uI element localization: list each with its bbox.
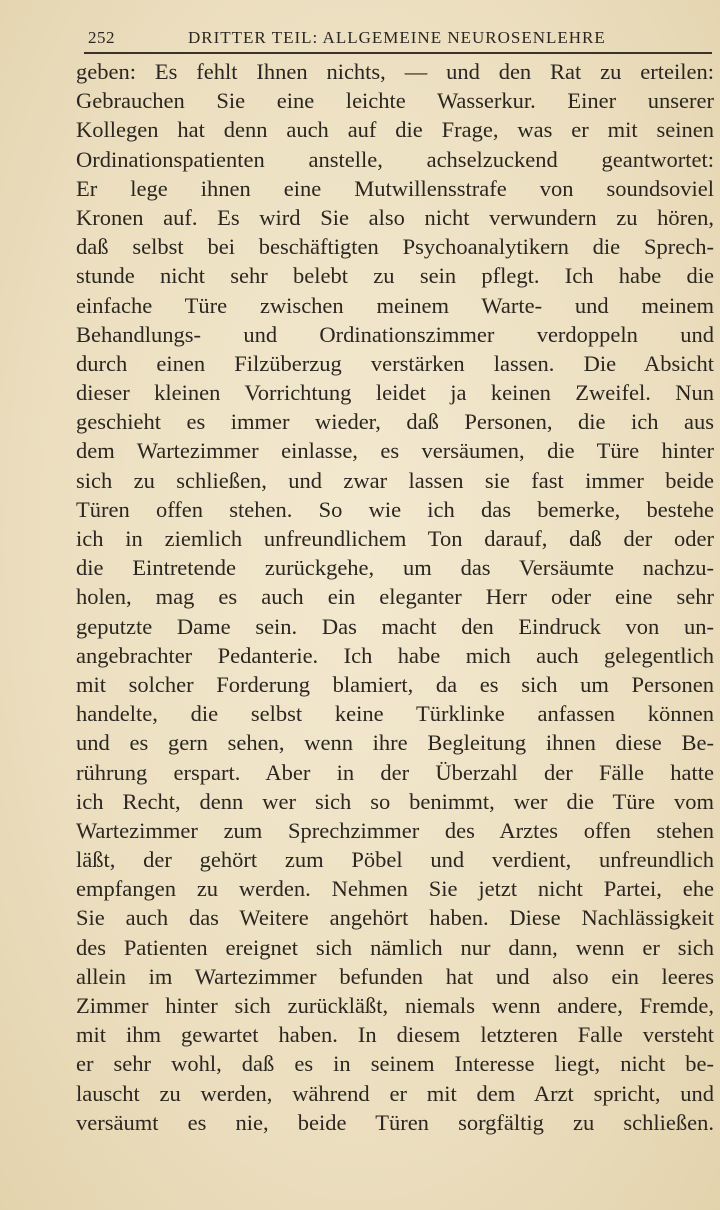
text-line: daß selbst bei beschäftigten Psychoanalytikern die Sprech- bbox=[76, 234, 714, 260]
text-line: versäumt es nie, beide Türen sorgfältig zu schließen. bbox=[76, 1109, 714, 1135]
text-line: und es gern sehen, wenn ihre Begleitung ihnen diese Be- bbox=[76, 730, 714, 756]
running-head bbox=[84, 26, 712, 54]
text-line: ich Recht, denn wer sich so benimmt, wer die Türe vom bbox=[76, 788, 714, 814]
text-line: dieser kleinen Vorrichtung leidet ja keinen Zweifel. Nun bbox=[76, 380, 714, 406]
text-line: läßt, der gehört zum Pöbel und verdient, unfreundlich bbox=[76, 847, 714, 873]
text-line: Kronen auf. Es wird Sie also nicht verwundern zu hören, bbox=[76, 204, 714, 230]
body-text bbox=[76, 57, 714, 1137]
text-line: Türen offen stehen. So wie ich das bemerke, bestehe bbox=[76, 496, 714, 522]
text-line: empfangen zu werden. Nehmen Sie jetzt nicht Partei, ehe bbox=[76, 876, 714, 902]
text-line: Ordinationspatienten anstelle, achselzuckend geantwortet: bbox=[76, 146, 714, 172]
text-line: sich zu schließen, und zwar lassen sie fast immer beide bbox=[76, 467, 714, 493]
text-line: Behandlungs- und Ordinationszimmer verdoppeln und bbox=[76, 321, 714, 347]
text-line: des Patienten ereignet sich nämlich nur dann, wenn er sich bbox=[76, 934, 714, 960]
text-line: Kollegen hat denn auch auf die Frage, was er mit seinen bbox=[76, 117, 714, 143]
text-line: rührung erspart. Aber in der Überzahl der Fälle hatte bbox=[76, 759, 714, 785]
text-line: allein im Wartezimmer befunden hat und also ein leeres bbox=[76, 963, 714, 989]
text-line: lauscht zu werden, während er mit dem Arzt spricht, und bbox=[76, 1080, 714, 1106]
text-line: mit ihm gewartet haben. In diesem letzteren Falle versteht bbox=[76, 1022, 714, 1048]
text-line: angebrachter Pedanterie. Ich habe mich auch gelegentlich bbox=[76, 642, 714, 668]
text-line: Gebrauchen Sie eine leichte Wasserkur. Einer unserer bbox=[76, 88, 714, 114]
text-line: mit solcher Forderung blamiert, da es sich um Personen bbox=[76, 671, 714, 697]
text-line: einfache Türe zwischen meinem Warte- und meinem bbox=[76, 292, 714, 318]
text-line: geben: Es fehlt Ihnen nichts, — und den Rat zu erteilen: bbox=[76, 59, 714, 84]
text-line: ich in ziemlich unfreundlichem Ton darauf, daß der oder bbox=[76, 526, 714, 551]
text-line: Zimmer hinter sich zurückläßt, niemals wenn andere, Fremde, bbox=[76, 993, 714, 1018]
text-line: Wartezimmer zum Sprechzimmer des Arztes offen stehen bbox=[76, 817, 714, 843]
text-line: stunde nicht sehr belebt zu sein pflegt. Ich habe die bbox=[76, 263, 714, 289]
text-line: holen, mag es auch ein eleganter Herr oder eine sehr bbox=[76, 584, 714, 610]
running-head-title: DRITTER TEIL: ALLGEMEINE NEUROSENLEHRE bbox=[188, 28, 606, 47]
text-line: geschieht es immer wieder, daß Personen, die ich aus bbox=[76, 409, 714, 435]
text-line: Er lege ihnen eine Mutwillensstrafe von soundsoviel bbox=[76, 175, 714, 201]
text-line: dem Wartezimmer einlasse, es versäumen, die Türe hinter bbox=[76, 438, 714, 464]
text-line: geputzte Dame sein. Das macht den Eindruck von un- bbox=[76, 613, 714, 639]
text-line: handelte, die selbst keine Türklinke anfassen können bbox=[76, 701, 714, 727]
text-line: Sie auch das Weitere angehört haben. Diese Nachlässigkeit bbox=[76, 905, 714, 931]
text-line: durch einen Filzüberzug verstärken lassen. Die Absicht bbox=[76, 350, 714, 376]
page-number: 252 bbox=[88, 28, 115, 47]
text-line: die Eintretende zurückgehe, um das Versäumte nachzu- bbox=[76, 555, 714, 581]
text-line: er sehr wohl, daß es in seinem Interesse liegt, nicht be- bbox=[76, 1051, 714, 1077]
